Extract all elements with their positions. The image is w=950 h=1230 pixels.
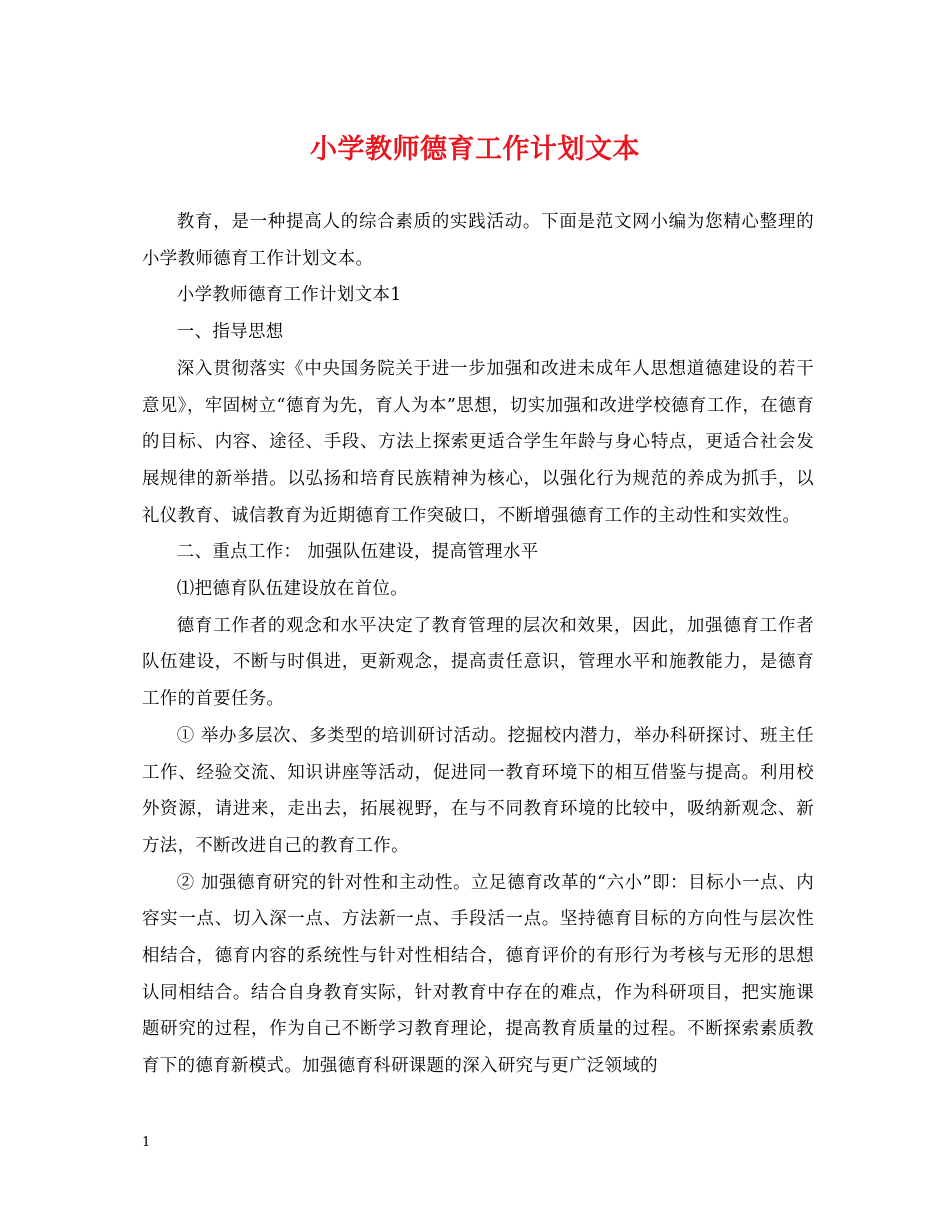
item-heading-team-building: ⑴把德育队伍建设放在首位。 [176,579,409,600]
training-activities-paragraph: ① 举办多层次、多类型的培训研讨活动。挖掘校内潜力，举办科研探讨、班主任工作、经验交流、知识讲座等活动，促进同一教育环境下的相互借鉴与提高。利用校外资源，请进来，走出去，拓展视野，在与不同教育环境的比较中，吸纳新观念、新方法，不断改进自己的教育工作。 [142,725,814,856]
document-body [142,204,814,1085]
subheading-key-work: 二、重点工作： 加强队伍建设，提高管理水平 [176,542,539,563]
page-number: 1 [142,1135,151,1150]
section-heading: 小学教师德育工作计划文本1 [176,285,402,306]
intro-paragraph: 教育，是一种提高人的综合素质的实践活动。下面是范文网小编为您精心整理的小学教师德育工作计划文本。 [142,212,814,269]
subheading-guiding-ideology: 一、指导思想 [176,322,284,343]
team-building-paragraph: 德育工作者的观念和水平决定了教育管理的层次和效果，因此，加强德育工作者队伍建设，不断与时俱进，更新观念，提高责任意识，管理水平和施教能力，是德育工作的首要任务。 [142,615,814,710]
document-title: 小学教师德育工作计划文本 [310,134,640,165]
moral-research-paragraph: ② 加强德育研究的针对性和主动性。立足德育改革的“六小”即：目标小一点、内容实一点、切入深一点、方法新一点、手段活一点。坚持德育目标的方向性与层次性相结合，德育内容的系统性与针对性相结合，德育评价的有形行为考核与无形的思想认同相结合。结合自身教育实际，针对教育中存在的难点，作为科研项目，把实施课题研究的过程，作为自己不断学习教育理论，提高教育质量的过程。不断探索素质教育下的德育新模式。加强德育科研课题的深入研究与更广泛领域的 [142,872,814,1077]
guiding-ideology-paragraph: 深入贯彻落实《中央国务院关于进一步加强和改进未成年人思想道德建设的若干意见》，牢固树立“德育为先，育人为本”思想，切实加强和改进学校德育工作，在德育的目标、内容、途径、手段、方法上探索更适合学生年龄与身心特点，更适合社会发展规律的新举措。以弘扬和培育民族精神为核心，以强化行为规范的养成为抓手，以礼仪教育、诚信教育为近期德育工作突破口，不断增强德育工作的主动性和实效性。 [142,358,814,526]
